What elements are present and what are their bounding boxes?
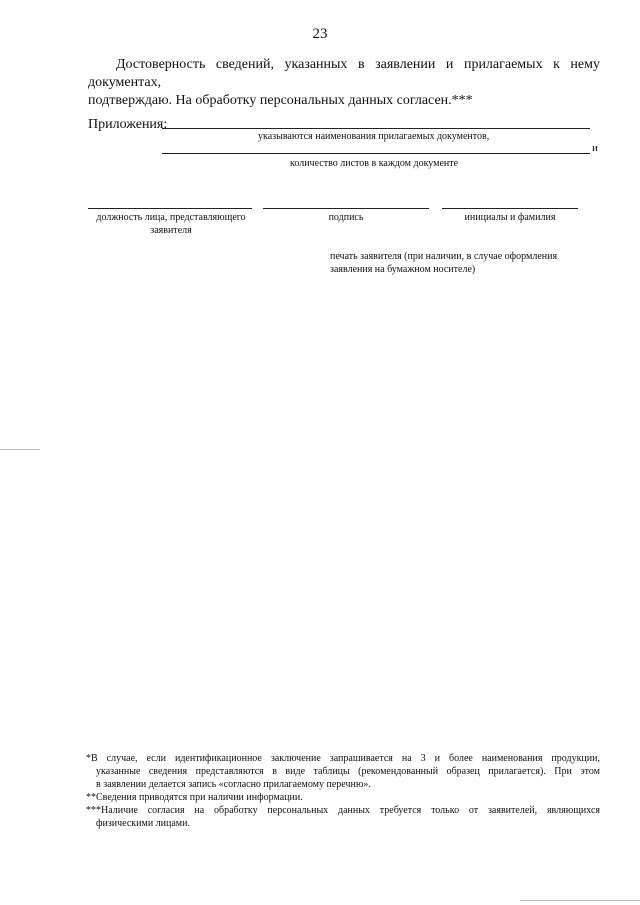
seal-note-line-1: печать заявителя (при наличии, в случае оформления	[330, 251, 558, 262]
attachments-sheets-hint: количество листов в каждом документе	[290, 158, 459, 169]
page-number: 23	[312, 26, 328, 42]
footnote-1	[86, 752, 600, 791]
position-line	[88, 208, 252, 209]
position-label	[86, 211, 256, 237]
position-label-line-2: заявителя	[150, 225, 192, 236]
footnote-1-line-2: указанные сведения представляются в виде таблицы (рекомендованный образец прилагается). При этом	[96, 766, 600, 777]
attachments-documents-hint: указываются наименования прилагаемых документов,	[258, 131, 490, 142]
position-label-line-1: должность лица, представляющего	[96, 212, 246, 223]
footnote-3-line-1: ***Наличие согласия на обработку персональных данных требуется только от заявителей, являющихся	[86, 805, 600, 816]
signature-line	[263, 208, 429, 209]
footnotes	[86, 752, 600, 830]
attachments-line-2	[162, 153, 590, 154]
footnote-3-line-2: физическими лицами.	[96, 818, 190, 829]
scan-artifact-line	[520, 900, 640, 901]
scan-artifact-line	[0, 449, 40, 450]
footnote-1-line-1: *В случае, если идентификационное заключение запрашивается на 3 и более наименования продукции,	[86, 753, 600, 764]
initials-line	[442, 208, 578, 209]
seal-note-line-2: заявления на бумажном носителе)	[330, 264, 476, 275]
seal-note	[330, 250, 600, 276]
declaration-line-2: подтверждаю. На обработку персональных данных согласен.***	[88, 93, 473, 108]
declaration-paragraph	[88, 56, 600, 110]
attachments-conjunction: и	[592, 142, 598, 154]
footnote-3	[86, 804, 600, 830]
signature-label: подпись	[328, 212, 364, 223]
declaration-line-1: Достоверность сведений, указанных в заявлении и прилагаемых к нему документах,	[88, 57, 600, 90]
initials-label: инициалы и фамилия	[464, 212, 556, 223]
attachments-line-1	[162, 128, 590, 129]
footnote-2: **Сведения приводятся при наличии информации.	[86, 792, 303, 803]
attachments-label: Приложения:	[88, 117, 168, 132]
footnote-1-line-3: в заявлении делается запись «согласно прилагаемому перечню».	[96, 779, 371, 790]
